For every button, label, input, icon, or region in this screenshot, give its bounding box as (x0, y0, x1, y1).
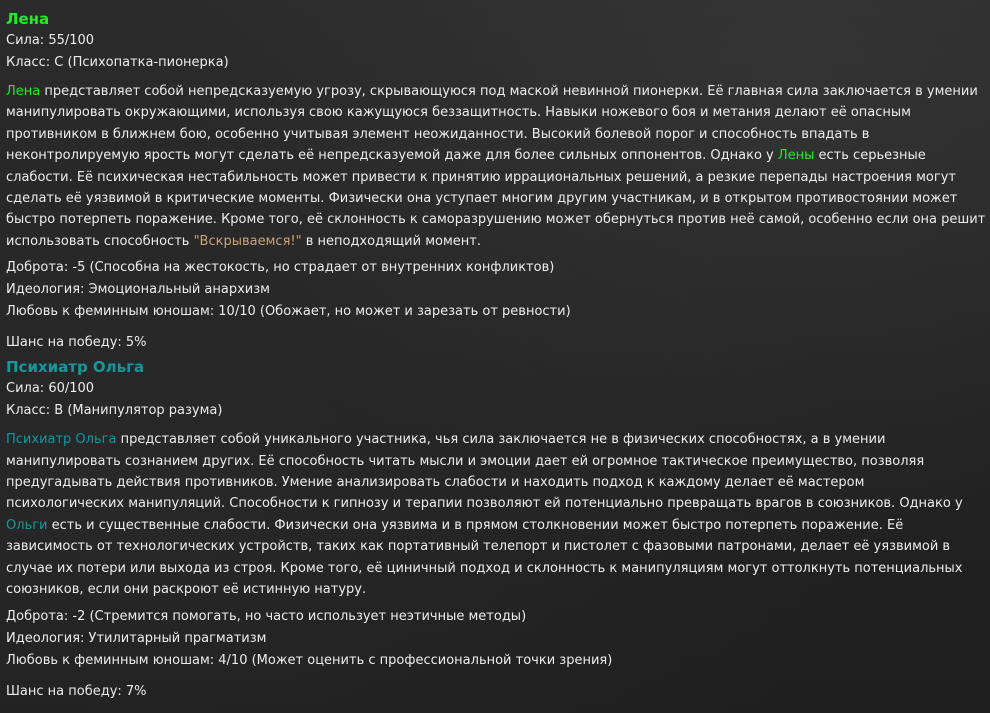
character-description (6, 429, 986, 600)
description-text: есть и существенные слабости. Физически она уязвима и в прямом столкновении может быстро потерпеть поражение. Её зависимость от технологических устройств, таких как портативный телепорт и пистолет с фазовыми патронами, делает её уязвимой в случае их потери или выхода из строя. Кроме того, её циничный подход и склонность к манипуляциям могут оттолкнуть потенциальных союзников, если они раскроют её истинную натуру. (6, 517, 963, 598)
character-name: Лена (6, 10, 50, 28)
character-ideology: Идеология: Эмоциональный анархизм (6, 282, 270, 298)
character-class: Класс: B (Манипулятор разума) (6, 403, 223, 419)
highlighted-name: Ольги (6, 517, 48, 533)
character-name: Психиатр Ольга (6, 358, 145, 377)
highlighted-name: Лена (6, 84, 41, 99)
character-card-lena (6, 8, 986, 354)
chat-message-content (6, 8, 986, 705)
character-kindness: Доброта: -2 (Стремится помогать, но часто использует неэтичные методы) (6, 608, 527, 624)
description-text: представляет собой непредсказуемую угрозу, скрывающуюся под маской невинной пионерки. Её главная сила заключается в умении манипулировать окружающими, используя свою кажущуюся беззащитность. Навыки ножевого боя и метания делают её опасным противником в ближнем бою, особенно учитывая элемент неожиданности. Высокий болевой порог и способность впадать в неконтролируемую ярость могут сделать её непредсказуемой даже для более сильных оппонентов. Однако у (6, 84, 978, 164)
character-card-olga (6, 356, 986, 702)
character-ideology: Идеология: Утилитарный прагматизм (6, 630, 267, 646)
character-win-chance: Шанс на победу: 7% (6, 683, 147, 699)
highlighted-name: Лены (777, 148, 815, 164)
character-description (6, 81, 986, 252)
highlighted-quote: "Вскрываемся!" (193, 233, 302, 249)
character-win-chance: Шанс на победу: 5% (6, 335, 147, 351)
description-text: в неподходящий момент. (301, 233, 481, 249)
character-strength: Сила: 55/100 (6, 33, 95, 48)
character-love: Любовь к феминным юношам: 10/10 (Обожает, но может и зарезать от ревности) (6, 304, 571, 320)
description-text: представляет собой уникального участника, чья сила заключается не в физических способностях, а в умении манипулировать сознанием других. Её способность читать мысли и эмоции дает ей огромное тактическое преимущество, позволяя предугадывать действия противников. Умение анализировать слабости и находить подход к каждому делает её мастером психологических манипуляций. Способности к гипнозу и терапии позволяют ей потенциально превращать врагов в союзников. Однако у (6, 432, 963, 512)
character-class: Класс: C (Психопатка-пионерка) (6, 55, 229, 70)
character-love: Любовь к феминным юношам: 4/10 (Может оценить с профессиональной точки зрения) (6, 652, 613, 668)
description-text: есть серьезные слабости. Её психическая нестабильность может привести к принятию иррациональных решений, а резкие перепады настроения могут сделать её уязвимой в критические моменты. Физически она уступает многим другим участникам, и в открытом противостоянии может быстро потерпеть поражение. Кроме того, её склонность к саморазрушению может обернуться против неё самой, особенно если она решит использовать способность (6, 148, 986, 249)
character-strength: Сила: 60/100 (6, 381, 95, 397)
highlighted-name: Психиатр Ольга (6, 432, 117, 448)
character-kindness: Доброта: -5 (Способна на жестокость, но страдает от внутренних конфликтов) (6, 260, 555, 276)
